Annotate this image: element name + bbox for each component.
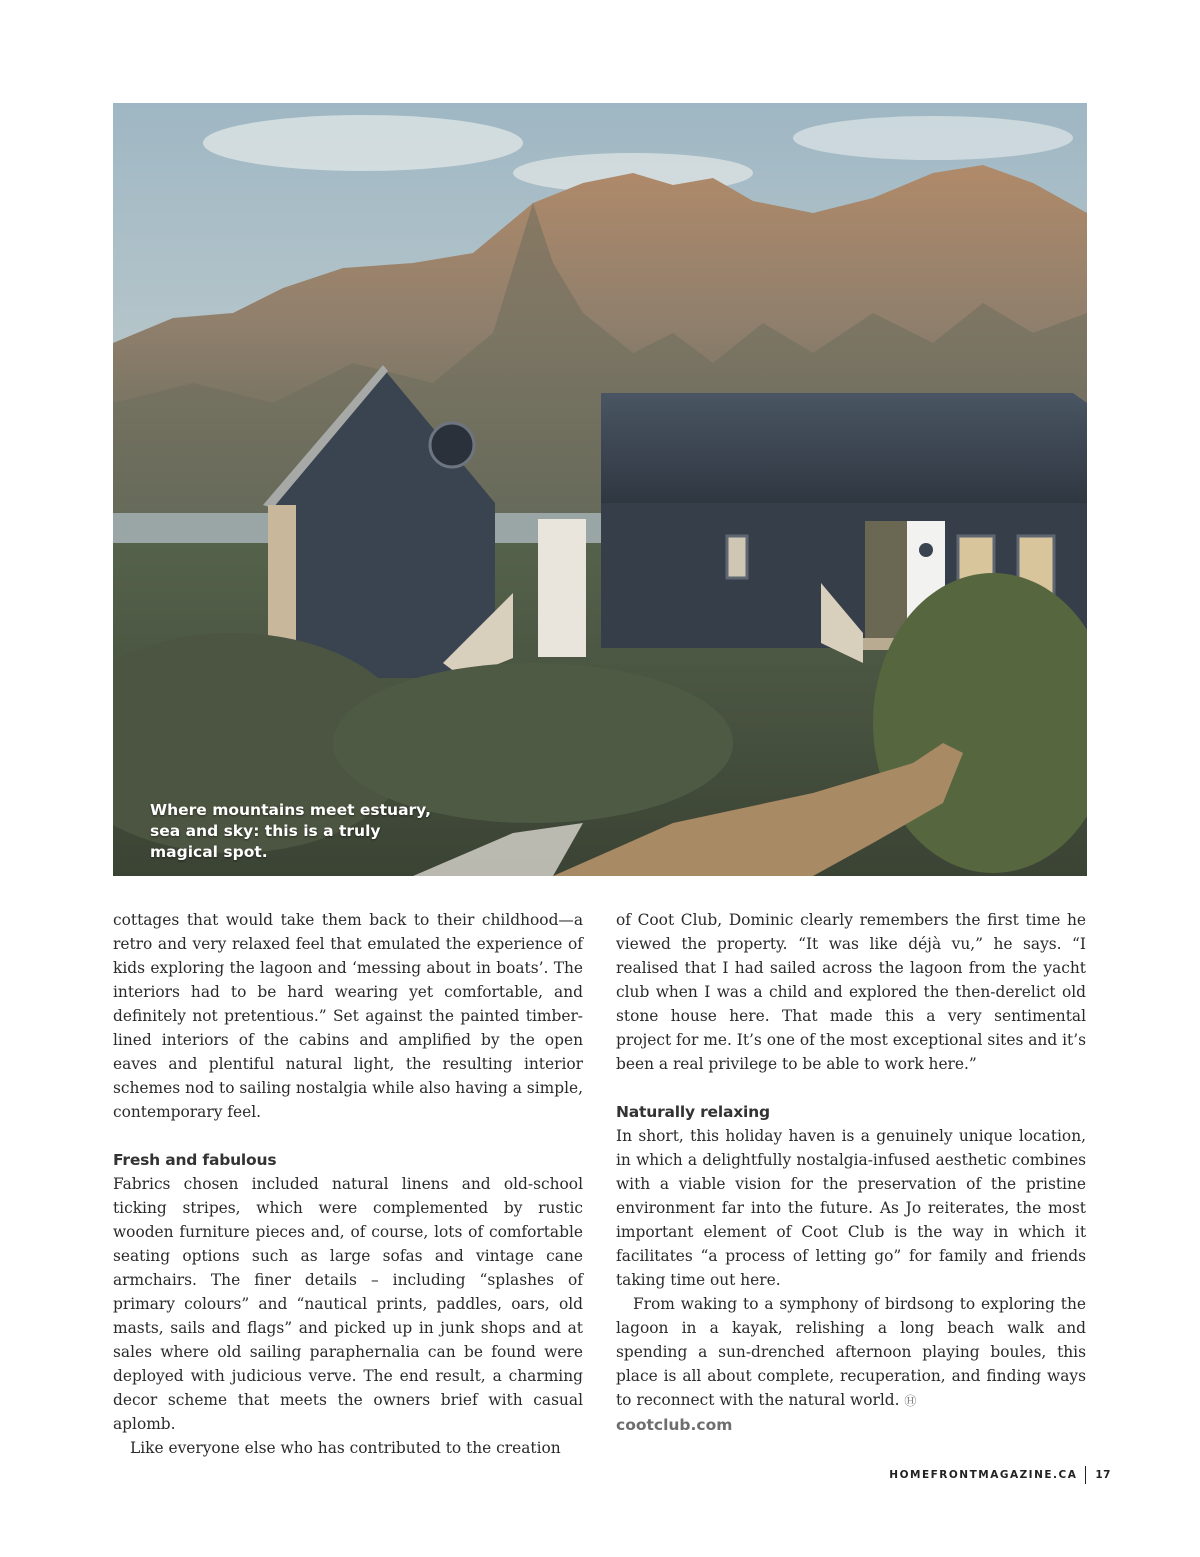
section-heading-fresh: Fresh and fabulous xyxy=(113,1151,277,1169)
right-paragraph-3 xyxy=(616,1292,1086,1413)
page-number: 17 xyxy=(1095,1469,1111,1481)
left-paragraph-1: cottages that would take them back to their childhood—a retro and very relaxed feel that emulated the experience of kids exploring the lagoon and ‘messing about in boats’. The interiors had to be hard wearing yet comfortable, and definitely not pretentious.” Set against the painted timber-lined interiors of the cabins and amplified by the open eaves and plentiful natural light, the resulting interior schemes nod to sailing nostalgia while also having a simple, contemporary feel. xyxy=(113,911,583,1121)
website-link[interactable]: cootclub.com xyxy=(616,1416,733,1434)
hero-photo xyxy=(113,103,1087,876)
page-footer xyxy=(889,1466,1111,1484)
left-paragraph-3: Like everyone else who has contributed to the creation xyxy=(130,1439,561,1457)
right-paragraph-3-text: From waking to a symphony of birdsong to exploring the lagoon in a kayak, relishing a long beach walk and spending a sun-drenched afternoon playing boules, this place is all about complete, recuperation, and finding ways to reconnect with the natural world. xyxy=(616,1295,1086,1409)
left-paragraph-2: Fabrics chosen included natural linens and old-school ticking stripes, which were complemented by rustic wooden furniture pieces and, of course, lots of comfortable seating options such as large sofas and vintage cane armchairs. The finer details – including “splashes of primary colours” and “nautical prints, paddles, oars, old masts, sails and flags” and picked up in junk shops and at sales where old sailing paraphernalia can be found were deployed with judicious verve. The end result, a charming decor scheme that meets the owners brief with casual aplomb. xyxy=(113,1175,583,1433)
footer-site: HOMEFRONTMAGAZINE.CA xyxy=(889,1469,1078,1481)
right-column xyxy=(616,908,1086,1437)
paragraph-gap xyxy=(616,1076,1086,1100)
right-paragraph-1: of Coot Club, Dominic clearly remembers the first time he viewed the property. “It was like déjà vu,” he says. “I realised that I had sailed across the lagoon from the yacht club when I was a child and explored the then-derelict old stone house here. That made this a very sentimental project for me. It’s one of the most exceptional sites and it’s been a real privilege to be able to work here.” xyxy=(616,911,1086,1073)
left-column xyxy=(113,908,583,1460)
footer-divider xyxy=(1085,1466,1086,1484)
right-paragraph-2: In short, this holiday haven is a genuinely unique location, in which a delightfully nostalgia-infused aesthetic combines with a viable vision for the preservation of the pristine environment far into the future. As Jo reiterates, the most important element of Coot Club is the way in which it facilitates “a process of letting go” for family and friends taking time out here. xyxy=(616,1127,1086,1289)
photo-caption: Where mountains meet estuary, sea and sky: this is a truly magical spot. xyxy=(150,801,431,861)
end-mark-icon: Ⓗ xyxy=(904,1394,917,1408)
paragraph-gap xyxy=(113,1124,583,1148)
section-heading-naturally: Naturally relaxing xyxy=(616,1103,770,1121)
cabins-landscape-illustration xyxy=(113,103,1087,876)
